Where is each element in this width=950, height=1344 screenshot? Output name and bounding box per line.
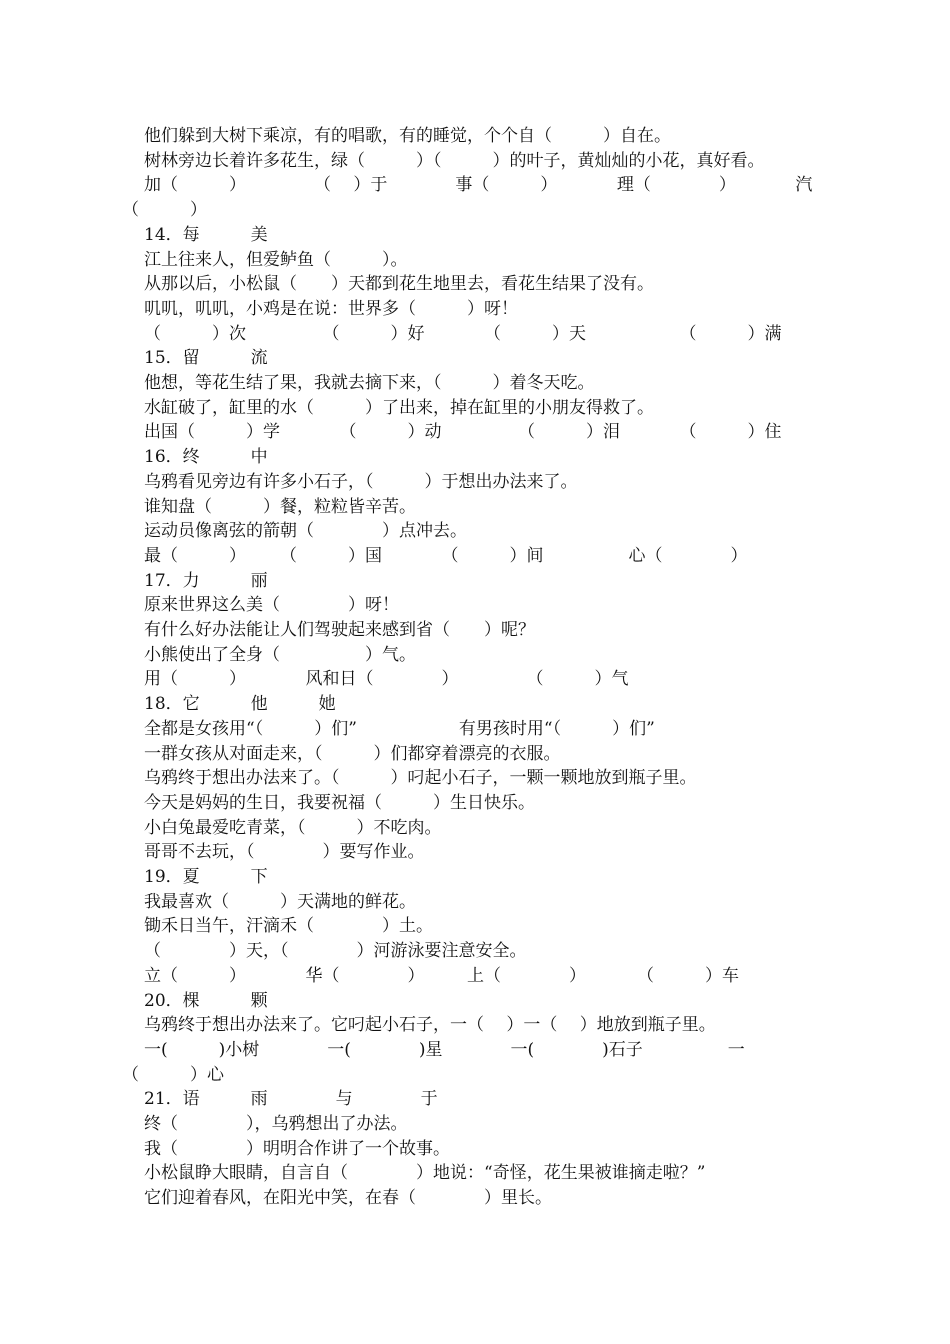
text-line: 乌鸦终于想出办法来了。它叼起小石子，一（ ）一（ ）地放到瓶子里。 bbox=[144, 1015, 716, 1036]
text-line: 它们迎着春风，在阳光中笑，在春（ ）里长。 bbox=[144, 1188, 552, 1209]
text-line: （ ）天，（ ）河游泳要注意安全。 bbox=[144, 941, 527, 962]
text-line: 他们躲到大树下乘凉，有的唱歌，有的睡觉，个个自（ ）自在。 bbox=[144, 126, 671, 146]
text-line: 一( )小树 一( )星 一( )石子 一 bbox=[144, 1039, 745, 1060]
text-line: 我最喜欢（ ）天满地的鲜花。 bbox=[144, 891, 416, 912]
text-line: 乌鸦看见旁边有许多小石子，（ ）于想出办法来了。 bbox=[144, 471, 578, 492]
text-line: 小白兔最爱吃青菜，（ ）不吃肉。 bbox=[144, 817, 442, 838]
text-line: 14．每 美 bbox=[144, 224, 268, 245]
text-line: 出国（ ）学 （ ）动 （ ）泪 （ ）住 bbox=[144, 422, 782, 443]
text-line: 树林旁边长着许多花生，绿（ ）（ ）的叶子，黄灿灿的小花，真好看。 bbox=[144, 150, 765, 171]
text-line: 15．留 流 bbox=[144, 348, 268, 369]
text-line: 叽叽，叽叽，小鸡是在说：世界多（ ）呀！ bbox=[144, 298, 518, 319]
text-line: （ ）次 （ ）好 （ ）天 （ ）满 bbox=[144, 323, 782, 344]
text-line: 原来世界这么美（ ）呀！ bbox=[144, 595, 399, 616]
text-line: 20．棵 颗 bbox=[144, 990, 268, 1011]
text-line: 全都是女孩用“（ ）们” 有男孩时用“（ ）们” bbox=[144, 718, 655, 739]
text-line: （ ） bbox=[122, 200, 207, 221]
text-line: 从那以后，小松鼠（ ）天都到花生地里去，看花生结果了没有。 bbox=[144, 274, 654, 295]
text-line: 江上往来人，但爱鲈鱼（ ）。 bbox=[144, 249, 408, 270]
text-line: 水缸破了，缸里的水（ ）了出来，掉在缸里的小朋友得救了。 bbox=[144, 397, 654, 418]
text-line: 21．语 雨 与 于 bbox=[144, 1089, 438, 1110]
text-line: 19．夏 下 bbox=[144, 867, 268, 887]
text-line: 用（ ） 风和日（ ） （ ）气 bbox=[144, 669, 629, 690]
text-line: 18．它 他 她 bbox=[144, 694, 336, 715]
text-line: 乌鸦终于想出办法来了。（ ）叼起小石子，一颗一颗地放到瓶子里。 bbox=[144, 768, 697, 789]
text-line: 一群女孩从对面走来，（ ）们都穿着漂亮的衣服。 bbox=[144, 743, 561, 764]
text-line: 运动员像离弦的箭朝（ ）点冲去。 bbox=[144, 521, 467, 542]
text-line: 17．力 丽 bbox=[144, 570, 268, 591]
text-line: 哥哥不去玩，（ ）要写作业。 bbox=[144, 842, 425, 863]
text-line: 小松鼠睁大眼睛，自言自（ ）地说：“奇怪，花生果被谁摘走啦？” bbox=[144, 1163, 706, 1184]
text-line: 最（ ） （ ）国 （ ）间 心（ ） bbox=[144, 545, 748, 566]
text-line: 他想，等花生结了果，我就去摘下来，（ ）着冬天吃。 bbox=[144, 373, 595, 393]
text-line: 16．终 中 bbox=[144, 447, 268, 468]
text-line: 今天是妈妈的生日，我要祝福（ ）生日快乐。 bbox=[144, 792, 535, 813]
text-line: 终（ ），乌鸦想出了办法。 bbox=[144, 1114, 408, 1134]
text-line: 谁知盘（ ）餐，粒粒皆辛苦。 bbox=[144, 496, 416, 517]
text-line: （ ）心 bbox=[122, 1064, 224, 1085]
text-line: 锄禾日当午，汗滴禾（ ）土。 bbox=[144, 916, 433, 937]
text-line: 有什么好办法能让人们驾驶起来感到省（ ）呢？ bbox=[144, 620, 535, 640]
text-line: 立（ ） 华（ ） 上（ ） （ ）车 bbox=[144, 965, 739, 986]
text-line: 我（ ）明明合作讲了一个故事。 bbox=[144, 1138, 450, 1159]
text-line: 小熊使出了全身（ ）气。 bbox=[144, 644, 416, 665]
text-line: 加（ ） （ ）于 事（ ） 理（ ） 汽 bbox=[144, 175, 813, 196]
